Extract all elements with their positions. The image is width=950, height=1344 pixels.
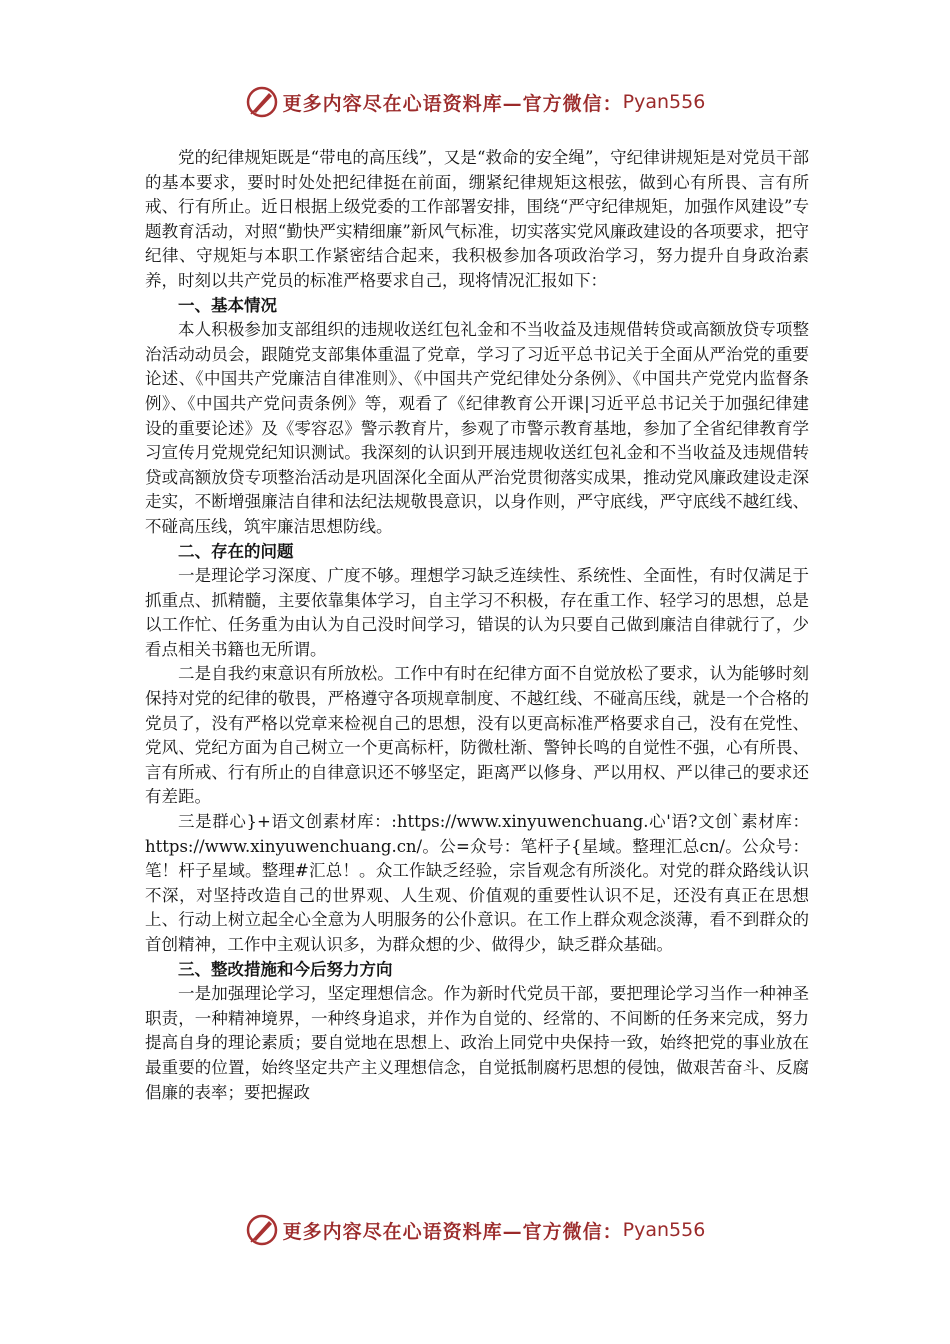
quill-logo-icon bbox=[245, 85, 279, 119]
section-heading-1: 一、基本情况 bbox=[178, 295, 277, 315]
banner-text: 更多内容尽在心语资料库—官方微信： bbox=[282, 92, 623, 115]
banner-wechat-id: Pyan556 bbox=[622, 1219, 706, 1241]
banner-wechat-id: Pyan556 bbox=[622, 91, 706, 113]
section-2-paragraph-1: 一是理论学习深度、广度不够。理想学习缺乏连续性、系统性、全面性，有时仅满足于抓重点、抓精髓，主要依靠集体学习，自主学习不积极，存在重工作、轻学习的思想，总是以工作忙、任务重为由认为自己没时间学习，错误的认为只要自己做到廉洁自律就行了，少看点相关书籍也无所谓。 bbox=[145, 566, 809, 659]
section-1-paragraph-1: 本人积极参加支部组织的违规收送红包礼金和不当收益及违规借转贷或高额放贷专项整治活动动员会，跟随党支部集体重温了党章，学习了习近平总书记关于全面从严治党的重要论述、《中国共产党廉洁自律准则》、《中国共产党纪律处分条例》、《中国共产党党内监督条例》、《中国共产党问责条例》等，观看了《纪律教育公开课|习近平总书记关于加强纪律建设的重要论述》及《零容忍》警示教育片，参观了市警示教育基地，参加了全省纪律教育学习宣传月党规党纪知识测试。我深刻的认识到开展违规收送红包礼金和不当收益及违规借转贷或高额放贷专项整治活动是巩固深化全面从严治党贯彻落实成果，推动党风廉政建设走深走实，不断增强廉洁自律和法纪法规敬畏意识，以身作则，严守底线，严守底线不越红线、不碰高压线，筑牢廉洁思想防线。 bbox=[145, 320, 809, 536]
quill-logo-icon bbox=[245, 1213, 279, 1247]
section-heading-2: 二、存在的问题 bbox=[178, 541, 294, 561]
intro-paragraph: 党的纪律规矩既是“带电的高压线”，又是“救命的安全绳”，守纪律讲规矩是对党员干部的基本要求，要时时处处把纪律挺在前面，绷紧纪律规矩这根弦，做到心有所畏、言有所戒、行有所止。近日根据上级党委的工作部署安排，围绕“严守纪律规矩，加强作风建设”专题教育活动，对照“勤快严实精细廉”新风气标准，切实落实党风廉政建设的各项要求，把守纪律、守规矩与本职工作紧密结合起来，我积极参加各项政治学习，努力提升自身政治素养，时刻以共产党员的标准严格要求自己，现将情况汇报如下： bbox=[145, 148, 809, 290]
section-2-paragraph-2: 二是自我约束意识有所放松。工作中有时在纪律方面不自觉放松了要求，认为能够时刻保持对党的纪律的敬畏，严格遵守各项规章制度、不越红线、不碰高压线，就是一个合格的党员了，没有严格以党章来检视自己的思想，没有以更高标准严格要求自己，没有在党性、党风、党纪方面为自己树立一个更高标杆，防微杜渐、警钟长鸣的自觉性不强，心有所畏、言有所戒、行有所止的自律意识还不够坚定，距离严以修身、严以用权、严以律己的要求还有差距。 bbox=[145, 664, 809, 807]
header-banner bbox=[0, 82, 950, 122]
section-3-paragraph-1: 一是加强理论学习，坚定理想信念。作为新时代党员干部，要把理论学习当作一种神圣职责，一种精神境界，一种终身追求，并作为自觉的、经常的、不间断的任务来完成，努力提高自身的理论素质；要自觉地在思想上、政治上同党中央保持一致，始终把党的事业放在最重要的位置，始终坚定共产主义理想信念，自觉抵制腐朽思想的侵蚀，做艰苦奋斗、反腐倡廉的表率；要把握政 bbox=[145, 984, 809, 1102]
section-heading-3: 三、整改措施和今后努力方向 bbox=[178, 959, 393, 979]
section-2-paragraph-3: 三是群心}+语文创素材库：:https://www.xinyuwenchuang.心'语?文创`素材库：https://www.xinyuwenchuang.cn/。公=众号：笔杆子{星域。整理汇总cn/。公众号：笔！杆子星域。整理#汇总！。众工作缺乏经验，宗旨观念有所淡化。对党的群众路线认识不深，对坚持改造自己的世界观、人生观、价值观的重要性认识不足，还没有真正在思想上、行动上树立起全心全意为人明服务的公仆意识。在工作上群众观念淡薄，看不到群众的首创精神，工作中主观认识多，为群众想的少、做得少，缺乏群众基础。 bbox=[145, 812, 809, 954]
document-body bbox=[145, 146, 809, 1105]
footer-banner bbox=[0, 1210, 950, 1250]
banner-text: 更多内容尽在心语资料库—官方微信： bbox=[282, 1220, 623, 1243]
